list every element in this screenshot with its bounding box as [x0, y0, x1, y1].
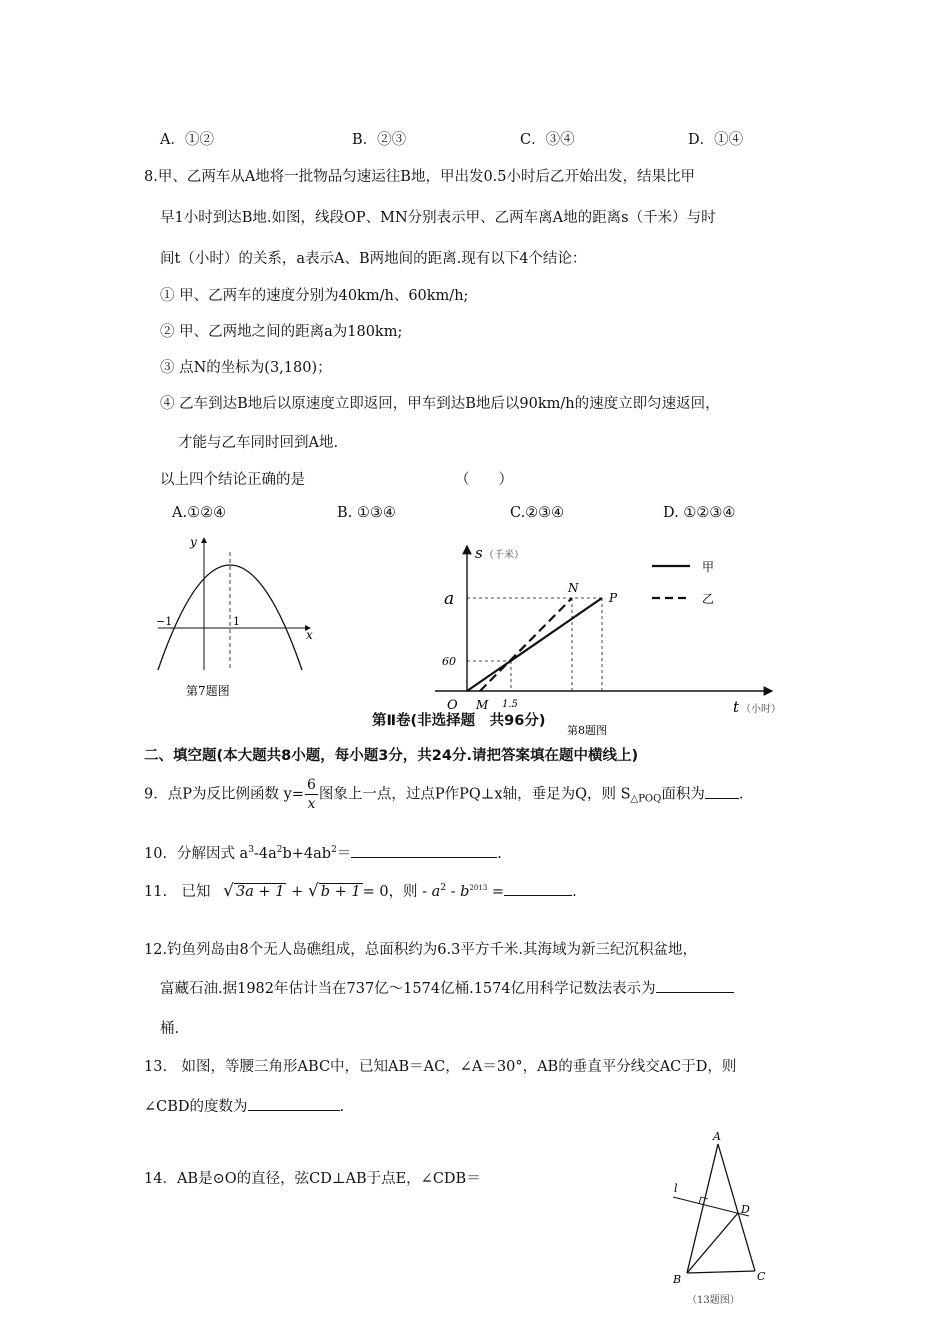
fig7-one: 1 — [233, 615, 240, 628]
fig7-x-label: x — [306, 628, 313, 642]
q11-radicand-1: 3a + 1 — [236, 884, 285, 900]
fig13-side-bc — [687, 1271, 755, 1273]
fig13-bisector-l — [673, 1197, 749, 1216]
q9-text-mid: 图象上一点，过点P作PQ⊥x轴，垂足为Q，则 S — [318, 786, 631, 803]
q7-option-d: D．①④ — [688, 132, 744, 148]
fig8-60-label: 60 — [442, 655, 456, 668]
q8-option-c: C.②③④ — [510, 505, 565, 521]
q11-sqrt-2: √ b + 1 — [307, 881, 361, 901]
q11-exp-2: 2 — [440, 883, 447, 893]
fig8-legend-jia: 甲 — [702, 560, 715, 574]
q12-line1: 12.钓鱼列岛由8个无人岛礁组成，总面积约为6.3平方千米.其海域为新三纪沉积盆地， — [144, 942, 697, 958]
q8-line3: 间t（小时）的关系，a表示A、B两地间的距离.现有以下4个结论： — [160, 251, 587, 267]
q7-option-c: C．③④ — [520, 132, 575, 148]
q9-text-post: 面积为 — [661, 786, 705, 803]
question-9 — [144, 778, 743, 811]
q11-answer-blank[interactable] — [504, 881, 572, 896]
q9-subscript: △POQ — [630, 793, 662, 805]
q8-line2: 早1小时到达B地.如图，线段OP、MN分别表示甲、乙两车离A地的距离s（千米）与时 — [160, 210, 716, 226]
q8-question: 以上四个结论正确的是 — [160, 472, 305, 488]
q8-conclusion-4b: 才能与乙车同时回到A地. — [178, 435, 339, 451]
q9-denominator: x — [307, 796, 316, 812]
q11-eq: = — [491, 884, 505, 900]
q8-option-b: B. ①③④ — [337, 505, 396, 521]
q11-pre: 11. 已知 — [144, 884, 211, 900]
fig13-label-d: D — [741, 1203, 750, 1216]
q10-mid-1: -4a — [253, 846, 277, 862]
fig13-label-c: C — [757, 1270, 766, 1283]
q13-end: . — [339, 1099, 345, 1115]
q11-end: . — [572, 884, 577, 900]
q10-exp-1: 3 — [248, 845, 254, 855]
q12-line2 — [160, 977, 734, 998]
fig13-caption: （13题图） — [687, 1295, 740, 1306]
q8-option-a: A.①②④ — [172, 505, 227, 521]
q11-radicand-2: b + 1 — [320, 884, 361, 900]
fig8-caption: 第8题图 — [567, 724, 607, 737]
figure-13 — [665, 1128, 795, 1308]
fig7-caption: 第7题图 — [186, 684, 230, 698]
fig8-m-label: M — [476, 698, 489, 712]
q8-conclusion-3: ③ 点N的坐标为(3,180)； — [160, 360, 332, 376]
fig13-side-ab — [687, 1144, 718, 1273]
q13-line2-text: ∠CBD的度数为 — [144, 1099, 248, 1115]
fig8-s-label: s — [475, 544, 483, 562]
fig8-line-op-jia — [467, 598, 602, 691]
q7-option-b: B．②③ — [352, 132, 407, 148]
fig7-y-label: y — [190, 535, 197, 549]
q8-conclusion-2: ② 甲、乙两地之间的距离a为180km; — [160, 324, 403, 340]
fig8-s-unit: （千米） — [484, 550, 524, 561]
q9-text-pre: 9．点P为反比例函数 y= — [144, 786, 304, 803]
q11-plus: + — [291, 884, 304, 900]
fig8-legend-yi: 乙 — [702, 592, 715, 606]
fig8-line-mn-yi — [480, 598, 572, 691]
q12-line3: 桶. — [160, 1021, 180, 1037]
question-11 — [144, 880, 577, 901]
fig7-minus-one: −1 — [156, 615, 173, 628]
q11-sqrt-1: √ 3a + 1 — [223, 881, 285, 901]
q9-numerator: 6 — [306, 777, 316, 793]
q13-line2 — [144, 1095, 344, 1116]
fill-in-header: 二、填空题(本大题共8小题，每小题3分，共24分.请把答案填在题中横线上) — [144, 748, 639, 764]
q11-eq0: = 0 — [362, 884, 389, 900]
q13-answer-blank[interactable] — [248, 1096, 340, 1111]
fig13-label-a: A — [713, 1130, 721, 1143]
q10-answer-blank[interactable] — [351, 843, 497, 858]
fig8-1.5-label: 1.5 — [502, 699, 518, 710]
q10-mid-2: b+4ab — [282, 846, 332, 862]
figure-7 — [150, 532, 320, 712]
fig8-t-unit: （小时） — [741, 704, 781, 715]
fig8-a-label: a — [444, 589, 455, 609]
q10-pre: 10．分解因式 a — [144, 846, 249, 862]
q10-end: . — [497, 846, 502, 862]
fig13-label-l: l — [674, 1182, 678, 1195]
fig8-n-label: N — [568, 581, 579, 595]
q8-answer-paren: （ ） — [455, 472, 513, 488]
q9-end: . — [738, 786, 744, 803]
q13-line1: 13. 如图，等腰三角形ABC中，已知AB＝AC，∠A＝30°，AB的垂直平分线交AC于D，则 — [144, 1059, 737, 1075]
q7-option-a: A．①② — [160, 132, 214, 148]
q10-exp-3: 2 — [331, 845, 337, 855]
q11-then: ，则 — [388, 884, 418, 900]
fig13-label-b: B — [673, 1273, 682, 1286]
q8-conclusion-1: ① 甲、乙两车的速度分别为40km/h、60km/h; — [160, 288, 469, 304]
fig8-origin-label: O — [447, 698, 458, 713]
q12-answer-blank[interactable] — [656, 978, 734, 993]
q9-fraction — [305, 778, 318, 811]
q8-conclusion-4a: ④ 乙车到达B地后以原速度立即返回，甲车到达B地后以90km/h的速度立即匀速返回， — [160, 396, 720, 412]
q11-neg-a: - a — [422, 884, 441, 900]
q10-exp-2: 2 — [276, 845, 283, 855]
q12-line2-text: 富藏石油.据1982年估计当在737亿～1574亿桶.1574亿用科学记数法表示为 — [160, 981, 656, 997]
q9-answer-blank[interactable] — [705, 784, 739, 799]
question-14: 14．AB是⊙O的直径，弦CD⊥AB于点E，∠CDB＝ — [144, 1171, 481, 1187]
q8-line1: 8.甲、乙两车从A地将一批物品匀速运往B地，甲出发0.5小时后乙开始出发，结果比甲 — [144, 169, 696, 185]
q8-option-d: D. ①②③④ — [663, 505, 736, 521]
q11-minus-b: - b — [450, 884, 470, 900]
q11-exp-2013: 2013 — [469, 884, 488, 892]
question-10 — [144, 842, 502, 863]
fig8-p-label: P — [609, 591, 618, 605]
fig8-t-label: t — [733, 698, 740, 716]
section-2-title: 第Ⅱ卷(非选择题 共96分) — [372, 713, 546, 729]
q10-eq: ＝ — [336, 846, 352, 862]
